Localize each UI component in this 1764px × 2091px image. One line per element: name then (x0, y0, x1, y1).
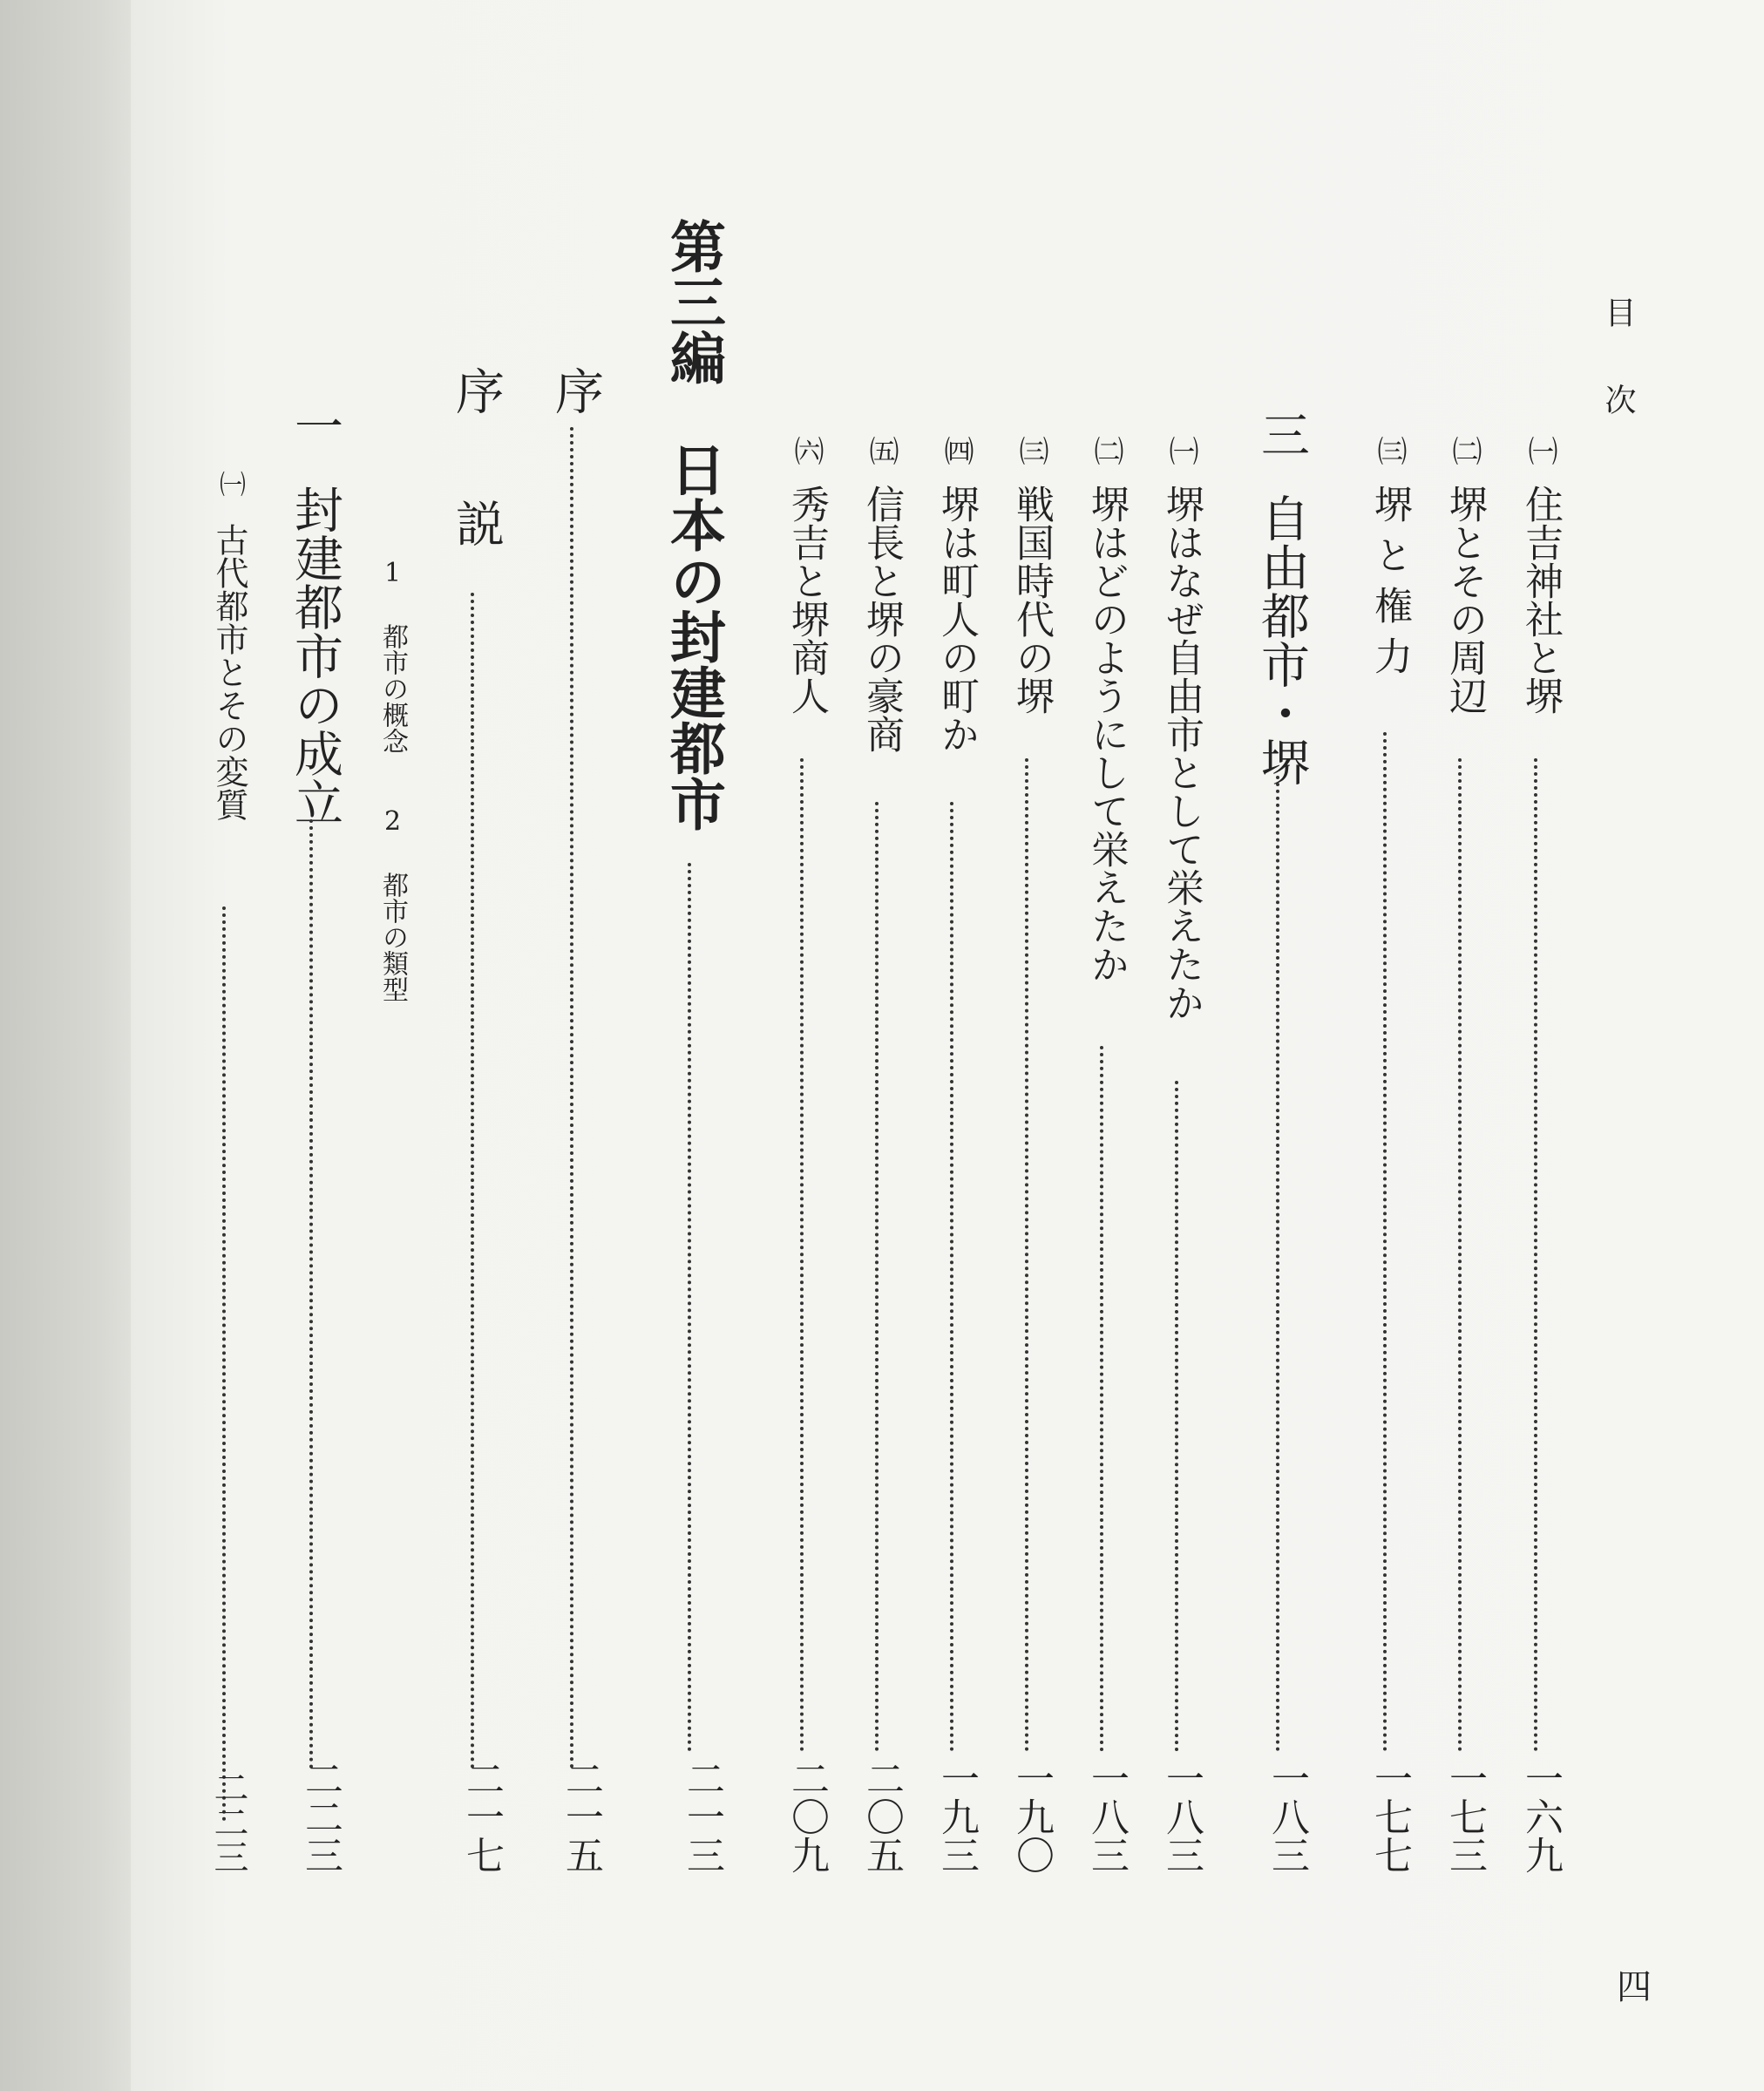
entry-page-number: 一九〇 (1009, 1759, 1054, 1874)
leader-dots (1025, 758, 1028, 1752)
entry-marker: ㈢ (1372, 436, 1407, 465)
sub-item-number: 1 (377, 558, 408, 588)
page-folio: 四 (1617, 1967, 1652, 2007)
leader-dots (1276, 776, 1279, 1752)
entry-label: 堺はどのようにして栄えたか (1084, 485, 1129, 983)
entry-marker: ㈡ (1447, 436, 1482, 465)
toc-entry (1361, 436, 1412, 1874)
entry-label: 住吉神社と堺 (1518, 485, 1563, 715)
toc-entry (658, 218, 726, 1874)
toc-entry (778, 436, 829, 1874)
entry-label: 序 (547, 366, 604, 415)
entry-label: 堺は町人の町か (934, 485, 979, 753)
entry-marker: ㈥ (789, 436, 824, 465)
entry-label: 古代都市とその変質 (210, 523, 248, 821)
entry-page-number: 二二三 (298, 1759, 343, 1874)
entry-marker: ㈠ (1523, 436, 1557, 465)
part-heading: 第三編 日本の封建都市 (661, 218, 726, 832)
entry-page-number: 一七七 (1367, 1759, 1412, 1874)
entry-page-number: 二〇五 (859, 1759, 904, 1874)
entry-label: 堺と権力 (1367, 485, 1412, 687)
toc-entry (444, 366, 505, 1874)
leader-dots (1175, 1081, 1178, 1752)
toc-entry (1512, 436, 1563, 1874)
toc-entry (1153, 436, 1204, 1874)
entry-page-number: 二一三 (680, 1759, 724, 1874)
running-title: 目 次 (1600, 296, 1636, 427)
entry-marker: ㈣ (939, 436, 974, 465)
toc-entry (928, 436, 979, 1874)
entry-page-number: 一八三 (1265, 1759, 1309, 1874)
entry-page-number: 二〇九 (784, 1759, 829, 1874)
toc-entry (544, 366, 604, 1874)
entry-label: 封建都市の成立 (287, 485, 343, 826)
toc-entry (1250, 410, 1310, 1874)
leader-dots (309, 819, 313, 1769)
toc-entry (1436, 436, 1487, 1874)
entry-page-number: 一七三 (1442, 1759, 1487, 1874)
leader-dots (570, 427, 573, 1769)
entry-page-number: 一九三 (934, 1759, 979, 1874)
entry-label: 堺とその周辺 (1442, 485, 1487, 715)
section-number: 三 (1253, 410, 1310, 458)
leader-dots (222, 906, 226, 1822)
toc-entry (853, 436, 904, 1874)
entry-label: 戦国時代の堺 (1009, 485, 1054, 715)
leader-dots (1534, 758, 1537, 1752)
toc-entry (283, 401, 343, 1874)
section-number: 一 (287, 401, 343, 450)
entry-page-number: 二二三 (208, 1769, 248, 1874)
toc-entry (1078, 436, 1129, 1874)
entry-marker: ㈠ (214, 471, 245, 497)
entry-label: 堺はなぜ自由市として栄えたか (1159, 485, 1204, 1022)
sub-item-list (377, 558, 408, 1002)
entry-page-number: 一六九 (1518, 1759, 1563, 1874)
sub-item-label: 都市の類型 (377, 872, 408, 1002)
leader-dots (1383, 732, 1387, 1752)
entry-marker: ㈤ (864, 436, 899, 465)
toc-entry (202, 471, 246, 1874)
entry-page-number: 二一七 (459, 1759, 504, 1874)
toc-entry (1003, 436, 1054, 1874)
entry-label: 序 説 (448, 366, 505, 565)
leader-dots (800, 758, 804, 1752)
entry-marker: ㈠ (1164, 436, 1198, 465)
entry-page-number: 一八三 (1159, 1759, 1204, 1874)
entry-label: 信長と堺の豪商 (859, 485, 904, 753)
sub-item-number: 2 (377, 806, 408, 837)
sub-item-label: 都市の概念 (377, 623, 408, 754)
entry-label: 秀吉と堺商人 (784, 485, 829, 715)
leader-dots (471, 593, 474, 1769)
entry-label: 自由都市・堺 (1253, 493, 1310, 786)
leader-dots (950, 802, 953, 1752)
entry-page-number: 一八三 (1084, 1759, 1129, 1874)
entry-marker: ㈢ (1014, 436, 1048, 465)
leader-dots (688, 863, 691, 1752)
entry-marker: ㈡ (1089, 436, 1123, 465)
entry-page-number: 二一五 (559, 1759, 603, 1874)
leader-dots (875, 802, 879, 1752)
leader-dots (1100, 1046, 1103, 1752)
leader-dots (1458, 758, 1462, 1752)
